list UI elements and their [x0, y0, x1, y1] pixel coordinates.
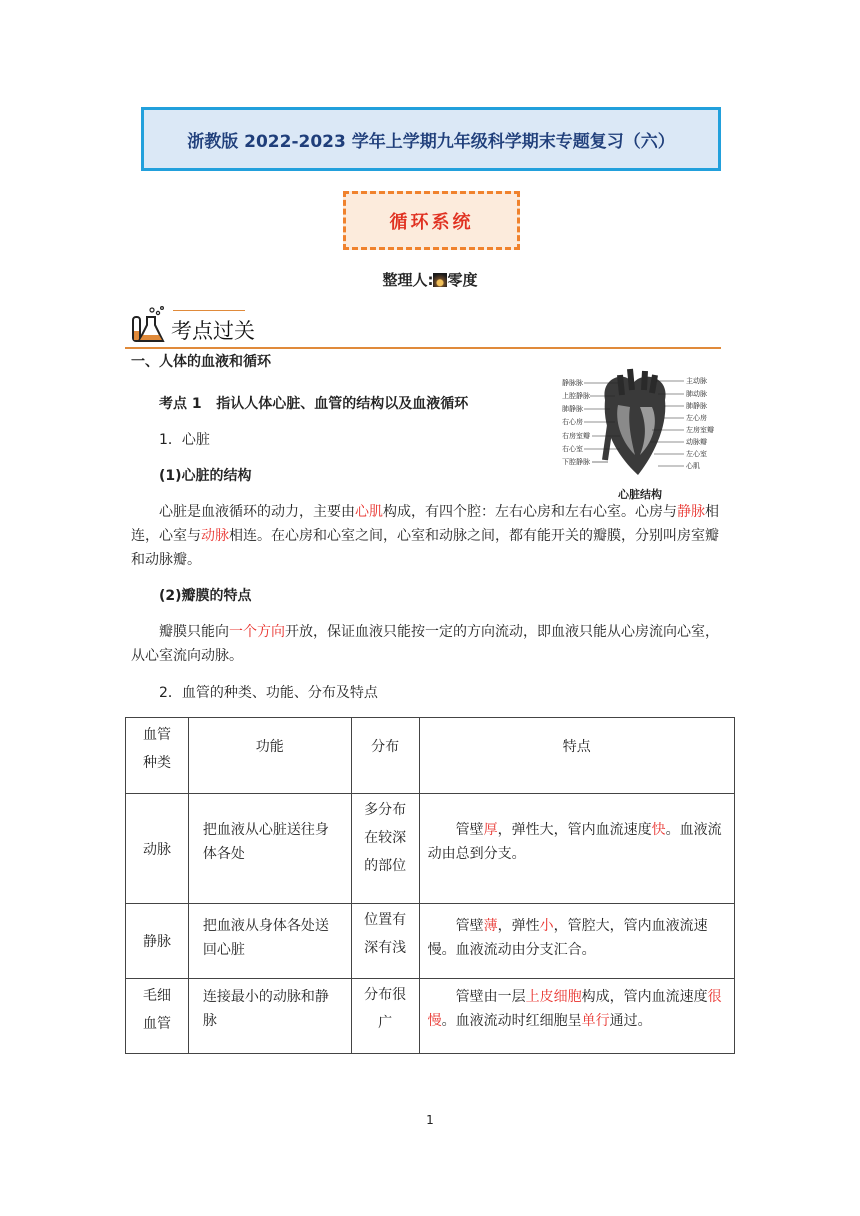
vessel-features — [419, 904, 734, 979]
highlight-text: 单行 — [581, 1013, 610, 1029]
svg-text:肺静脉: 肺静脉 — [562, 405, 583, 413]
type-text: 毛细血管 — [142, 988, 171, 1032]
svg-text:右房室瓣: 右房室瓣 — [562, 432, 590, 440]
header-divider — [125, 347, 721, 349]
text-run: 相连，心室与 — [131, 504, 719, 544]
text-run: 构成，管内血流速度 — [581, 989, 708, 1005]
highlight-text: 静脉 — [677, 504, 705, 520]
page-number: 1 — [426, 1113, 434, 1127]
text-run: 管壁由一层 — [455, 989, 526, 1005]
highlight-text: 小 — [539, 918, 554, 934]
sub-heading-heart-structure: (1)心脏的结构 — [159, 468, 252, 484]
svg-text:肺动脉: 肺动脉 — [686, 390, 707, 398]
text-run: 相连。在心房和心室之间，心室和动脉之间，都有能开关的瓣膜，分别叫房室瓣和动脉瓣。 — [131, 528, 719, 568]
document-title-box — [141, 107, 721, 171]
text-run: 开放，保证血液只能按一定的方向流动，即血液只能从心房流向心室，从心室流向动脉。 — [131, 624, 719, 664]
svg-text:下腔静脉: 下腔静脉 — [562, 458, 590, 466]
text-run: 管壁 — [455, 822, 484, 838]
svg-text:静脉脉: 静脉脉 — [562, 379, 583, 387]
heart-figure-caption: 心脏结构 — [618, 488, 662, 501]
table-row — [126, 979, 735, 1054]
text-run: 。血液流动由总到分支。 — [427, 822, 722, 862]
vessel-features — [419, 979, 734, 1054]
vessel-function: 把血液从身体各处送回心脏 — [188, 904, 351, 979]
distribution-text: 多分布在较深的部位 — [364, 802, 407, 874]
highlight-text: 很慢 — [427, 989, 722, 1029]
document-title: 浙教版 2022-2023 学年上学期九年级科学期末专题复习（六） — [187, 131, 675, 152]
svg-text:上腔静脉: 上腔静脉 — [562, 392, 590, 400]
text-run: 瓣膜只能向 — [159, 624, 229, 640]
item-vessels-heading: 2．血管的种类、功能、分布及特点 — [159, 685, 378, 701]
highlight-text: 上皮细胞 — [525, 989, 582, 1005]
text-run: ，弹性 — [497, 918, 540, 934]
table-header-row — [126, 718, 735, 794]
svg-text:右心房: 右心房 — [562, 418, 583, 426]
header-cell: 分布 — [351, 718, 419, 794]
vessel-type: 静脉 — [126, 904, 189, 979]
heart-diagram — [560, 365, 720, 480]
vessel-distribution — [351, 794, 419, 904]
compiler-label: 整理人: — [382, 271, 434, 289]
vessel-distribution — [351, 904, 419, 979]
svg-text:右心室: 右心室 — [562, 445, 583, 453]
topic-box — [343, 191, 520, 250]
vessel-type: 动脉 — [126, 794, 189, 904]
text-run: 通过。 — [609, 1013, 652, 1029]
header-type: 血管种类 — [142, 727, 171, 771]
header-accent-line — [173, 310, 245, 311]
vessel-function: 连接最小的动脉和静脉 — [188, 979, 351, 1054]
header-cell — [126, 718, 189, 794]
svg-text:左心房: 左心房 — [686, 414, 707, 422]
svg-text:主动脉: 主动脉 — [686, 377, 707, 385]
vessel-features — [419, 794, 734, 904]
blood-vessel-table — [125, 717, 735, 1054]
part-title: 一、人体的血液和循环 — [131, 354, 271, 370]
vessel-distribution — [351, 979, 419, 1054]
sub-heading-valve: (2)瓣膜的特点 — [159, 588, 252, 604]
header-cell: 特点 — [419, 718, 734, 794]
svg-text:肺静脉: 肺静脉 — [686, 402, 707, 410]
text-run: ，管腔大，管内血液流速慢。血液流动由分支汇合。 — [427, 918, 708, 958]
compiler-name: 零度 — [447, 271, 478, 289]
text-run: 管壁 — [455, 918, 484, 934]
valve-paragraph — [131, 620, 731, 668]
topic-title: 循环系统 — [389, 211, 474, 233]
highlight-text: 一个方向 — [229, 624, 285, 640]
vessel-function: 把血液从心脏送往身体各处 — [188, 794, 351, 904]
highlight-text: 快 — [651, 822, 666, 838]
highlight-text: 薄 — [483, 918, 498, 934]
lab-flask-icon — [127, 305, 169, 347]
sunset-icon — [433, 273, 447, 287]
kaodian-heading: 考点 1 指认人体心脏、血管的结构以及血液循环 — [159, 396, 469, 412]
text-run: 。血液流动时红细胞呈 — [441, 1013, 582, 1029]
svg-text:心肌: 心肌 — [686, 462, 700, 470]
text-run: 心脏是血液循环的动力，主要由 — [159, 504, 355, 520]
table-row — [126, 904, 735, 979]
highlight-text: 心肌 — [355, 504, 383, 520]
compiler-line — [0, 269, 860, 290]
section-header-label: 考点过关 — [171, 319, 255, 343]
highlight-text: 动脉 — [201, 528, 229, 544]
svg-text:左心室: 左心室 — [686, 450, 707, 458]
text-run: ，弹性大，管内血流速度 — [497, 822, 652, 838]
svg-text:动脉瓣: 动脉瓣 — [686, 438, 707, 446]
section-header — [125, 305, 721, 349]
heart-structure-paragraph — [131, 500, 731, 572]
svg-text:左房室瓣: 左房室瓣 — [686, 426, 714, 434]
highlight-text: 厚 — [483, 822, 498, 838]
item-heart-heading: 1．心脏 — [159, 432, 210, 448]
vessel-type — [126, 979, 189, 1054]
distribution-text: 分布很广 — [364, 987, 407, 1031]
text-run: 构成，有四个腔：左右心房和左右心室。心房与 — [383, 504, 677, 520]
header-cell: 功能 — [188, 718, 351, 794]
table-row — [126, 794, 735, 904]
distribution-text: 位置有深有浅 — [364, 912, 407, 956]
